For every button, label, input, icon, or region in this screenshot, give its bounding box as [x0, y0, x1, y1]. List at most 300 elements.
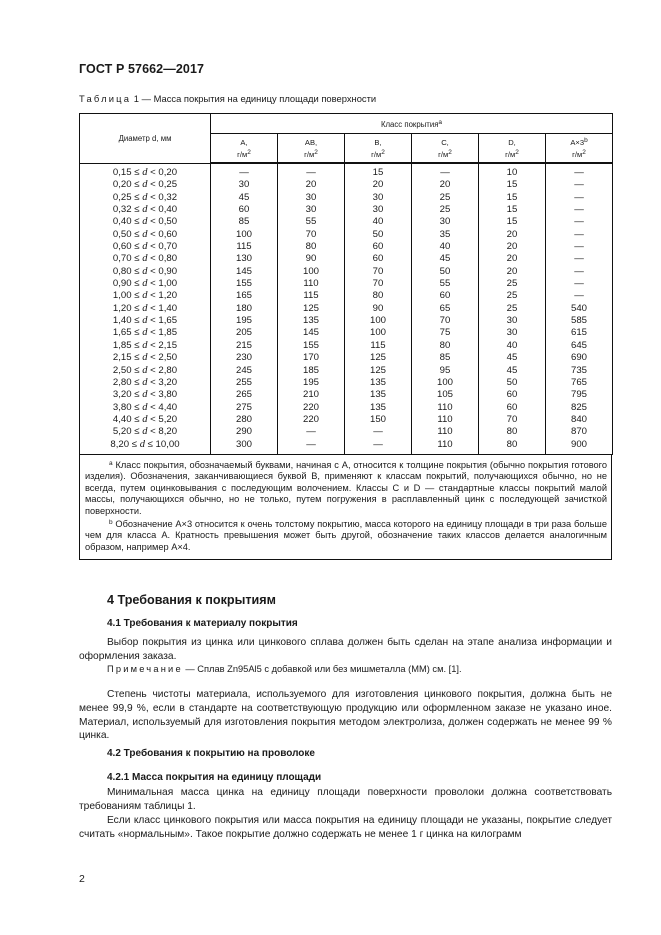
- range-high: < 3,80: [147, 389, 178, 401]
- diameter-variable: d: [142, 166, 148, 178]
- mass-value-cell: 540: [546, 303, 613, 315]
- section-4-2-1-heading: 4.2.1 Масса покрытия на единицу площади: [107, 772, 322, 783]
- diameter-range-cell: [80, 389, 211, 401]
- mass-value-cell: 245: [211, 365, 278, 377]
- mass-value-cell: —: [412, 163, 479, 179]
- footnote-b: [80, 517, 611, 553]
- table-row: [80, 315, 613, 327]
- mass-value-cell: 115: [345, 340, 412, 352]
- mass-value-cell: 45: [479, 352, 546, 364]
- mass-value-cell: 735: [546, 365, 613, 377]
- class-label: AB,: [304, 138, 318, 147]
- mass-value-cell: 90: [345, 303, 412, 315]
- diameter-variable: d: [142, 401, 148, 413]
- range-low: 1,40 ≤: [112, 315, 143, 327]
- range-high: < 0,90: [147, 265, 178, 277]
- section-4-1-paragraph-1: Выбор покрытия из цинка или цинкового сплава должен быть сделан на этапе анализа информации и оформления заказа.: [79, 637, 612, 662]
- diameter-column-header: [80, 114, 211, 164]
- coating-class-header: [211, 114, 613, 134]
- mass-value-cell: 135: [345, 389, 412, 401]
- mass-value-cell: 30: [479, 315, 546, 327]
- mass-value-cell: 30: [345, 192, 412, 204]
- range-high: < 0,40: [147, 204, 178, 216]
- footnote-mark-a: a: [438, 118, 443, 126]
- mass-value-cell: 100: [412, 377, 479, 389]
- diameter-range-cell: [80, 163, 211, 179]
- note-text: — Сплав Zn95Al5 с добавкой или без мишметалла (ММ) см. [1].: [182, 664, 462, 674]
- diameter-range-cell: [80, 290, 211, 302]
- diameter-variable: d: [142, 228, 148, 240]
- mass-value-cell: 70: [345, 278, 412, 290]
- mass-value-cell: 615: [546, 327, 613, 339]
- section-4-2-1-paragraph-2: Если класс цинкового покрытия или масса покрытия на единицу площади не указаны, покрытие следует считать «нормальным». Такое покрытие должно содержать не менее 1 г цинка на килограмм: [79, 815, 612, 840]
- mass-value-cell: 110: [278, 278, 345, 290]
- mass-value-cell: —: [546, 163, 613, 179]
- table-row: [80, 241, 613, 253]
- diameter-variable: d: [142, 376, 148, 388]
- mass-value-cell: 65: [412, 303, 479, 315]
- table-row: [80, 303, 613, 315]
- table-row: [80, 266, 613, 278]
- mass-value-cell: 15: [479, 179, 546, 191]
- range-low: 1,00 ≤: [112, 290, 143, 302]
- range-high: < 1,40: [147, 302, 178, 314]
- page-number: 2: [79, 873, 85, 885]
- table-row: [80, 216, 613, 228]
- diameter-range-cell: [80, 229, 211, 241]
- diameter-variable: d: [142, 265, 148, 277]
- range-low: 2,50 ≤: [112, 364, 143, 376]
- mass-value-cell: 50: [412, 266, 479, 278]
- diameter-header-text: Диаметр d, мм: [118, 133, 172, 143]
- class-unit: г/м: [505, 150, 516, 159]
- mass-value-cell: 795: [546, 389, 613, 401]
- mass-value-cell: 185: [278, 365, 345, 377]
- mass-value-cell: 585: [546, 315, 613, 327]
- diameter-variable: d: [142, 389, 148, 401]
- mass-value-cell: 115: [278, 290, 345, 302]
- diameter-variable: d: [142, 327, 148, 339]
- mass-value-cell: 900: [546, 439, 613, 455]
- diameter-variable: d: [142, 413, 148, 425]
- mass-value-cell: 55: [278, 216, 345, 228]
- mass-value-cell: 30: [278, 204, 345, 216]
- diameter-range-cell: [80, 340, 211, 352]
- mass-value-cell: 30: [412, 216, 479, 228]
- footnote-b-text: Обозначение A×3 относится к очень толстому покрытию, масса которого на единицу площади в три раза больше чем для класса A. Кратность превышения может быть другой, обозначение таких классов делается аналогичным образом, например A×4.: [85, 518, 607, 552]
- table-caption-label: Таблица: [79, 93, 132, 104]
- class-unit: г/м: [438, 150, 449, 159]
- table-row: [80, 290, 613, 302]
- diameter-range-cell: [80, 303, 211, 315]
- diameter-variable: d: [142, 253, 148, 265]
- range-low: 1,85 ≤: [112, 339, 143, 351]
- footnote-b-mark: b: [109, 518, 113, 526]
- mass-value-cell: 645: [546, 340, 613, 352]
- diameter-variable: d: [142, 364, 148, 376]
- class-unit: г/м: [572, 150, 583, 159]
- mass-value-cell: 115: [211, 241, 278, 253]
- mass-value-cell: 130: [211, 253, 278, 265]
- mass-value-cell: 70: [278, 229, 345, 241]
- diameter-range-cell: [80, 266, 211, 278]
- mass-value-cell: 100: [278, 266, 345, 278]
- mass-value-cell: 230: [211, 352, 278, 364]
- mass-value-cell: 10: [479, 163, 546, 179]
- table-row: [80, 163, 613, 179]
- mass-value-cell: 90: [278, 253, 345, 265]
- class-column-header: [546, 134, 613, 164]
- range-low: 0,20 ≤: [112, 179, 143, 191]
- diameter-variable: d: [142, 315, 148, 327]
- table-row: [80, 229, 613, 241]
- mass-value-cell: 35: [412, 229, 479, 241]
- mass-value-cell: —: [345, 439, 412, 455]
- mass-value-cell: 110: [412, 414, 479, 426]
- table-row: [80, 192, 613, 204]
- mass-value-cell: 165: [211, 290, 278, 302]
- mass-value-cell: 125: [278, 303, 345, 315]
- mass-value-cell: —: [546, 192, 613, 204]
- diameter-range-cell: [80, 426, 211, 438]
- mass-value-cell: 15: [479, 216, 546, 228]
- section-4-1-heading: 4.1 Требования к материалу покрытия: [107, 618, 298, 629]
- mass-value-cell: 215: [211, 340, 278, 352]
- coating-mass-table: [79, 113, 613, 455]
- range-low: 8,20 ≤: [110, 438, 140, 450]
- mass-value-cell: 135: [278, 315, 345, 327]
- table-row: [80, 327, 613, 339]
- mass-value-cell: 30: [479, 327, 546, 339]
- diameter-range-cell: [80, 402, 211, 414]
- unit-exponent: 2: [448, 149, 452, 156]
- class-label: A,: [240, 138, 248, 147]
- table-row: [80, 426, 613, 438]
- mass-value-cell: 150: [345, 414, 412, 426]
- unit-exponent: 2: [247, 149, 251, 156]
- mass-value-cell: 100: [345, 315, 412, 327]
- mass-value-cell: —: [546, 229, 613, 241]
- mass-value-cell: 60: [479, 402, 546, 414]
- mass-value-cell: 280: [211, 414, 278, 426]
- mass-value-cell: 80: [479, 426, 546, 438]
- mass-value-cell: 155: [211, 278, 278, 290]
- mass-value-cell: 825: [546, 402, 613, 414]
- mass-value-cell: —: [546, 216, 613, 228]
- mass-value-cell: 60: [345, 253, 412, 265]
- mass-value-cell: 20: [479, 229, 546, 241]
- table-row: [80, 253, 613, 265]
- diameter-variable: d: [142, 339, 148, 351]
- mass-value-cell: 60: [211, 204, 278, 216]
- mass-value-cell: 20: [278, 179, 345, 191]
- coating-class-header-text: Класс покрытия: [380, 119, 439, 129]
- range-high: < 2,80: [147, 364, 178, 376]
- range-low: 0,50 ≤: [112, 228, 143, 240]
- mass-value-cell: 15: [345, 163, 412, 179]
- mass-value-cell: 40: [345, 216, 412, 228]
- range-high: < 0,60: [147, 228, 178, 240]
- range-low: 0,90 ≤: [112, 278, 143, 290]
- footnote-a-text: Класс покрытия, обозначаемый буквами, начиная с A, относится к толщине покрытия (обычно покрытия готового изделия). Обозначения, заканчивающиеся буквой B, применяют к классам покрытий, получающихся обычно, но не всегда, путем оцинковывания с последующим волочением. Классы C и D — стандартные классы покрытий малой массы, получающихся обычно, но не только, путем погружения в расплавленный цинк с последующей зачисткой поверхности.: [85, 459, 607, 516]
- diameter-variable: d: [142, 179, 148, 191]
- mass-value-cell: —: [211, 163, 278, 179]
- range-high: < 1,20: [147, 290, 178, 302]
- mass-value-cell: —: [278, 163, 345, 179]
- diameter-range-cell: [80, 204, 211, 216]
- mass-value-cell: 690: [546, 352, 613, 364]
- mass-value-cell: 290: [211, 426, 278, 438]
- range-high: ≤ 10,00: [144, 438, 180, 450]
- range-low: 1,65 ≤: [112, 327, 143, 339]
- diameter-range-cell: [80, 278, 211, 290]
- unit-exponent: 2: [381, 149, 385, 156]
- unit-exponent: 2: [582, 149, 586, 156]
- range-high: < 2,15: [147, 339, 178, 351]
- mass-value-cell: 220: [278, 402, 345, 414]
- mass-value-cell: 300: [211, 439, 278, 455]
- mass-value-cell: 210: [278, 389, 345, 401]
- diameter-range-cell: [80, 327, 211, 339]
- mass-value-cell: 95: [412, 365, 479, 377]
- class-label: D,: [508, 138, 516, 147]
- mass-value-cell: —: [546, 278, 613, 290]
- diameter-variable: d: [142, 352, 148, 364]
- section-4-2-1-paragraph-1: Минимальная масса цинка на единицу площади поверхности проволоки должна соответствовать требованиям таблицы 1.: [79, 787, 612, 812]
- footnote-a-mark: a: [109, 459, 113, 467]
- class-column-header: [278, 134, 345, 164]
- range-high: < 0,25: [147, 179, 178, 191]
- mass-value-cell: 70: [345, 266, 412, 278]
- mass-value-cell: 30: [211, 179, 278, 191]
- table-row: [80, 340, 613, 352]
- range-high: < 0,50: [147, 216, 178, 228]
- mass-value-cell: 85: [211, 216, 278, 228]
- diameter-variable: d: [142, 290, 148, 302]
- mass-value-cell: 125: [345, 352, 412, 364]
- range-high: < 1,85: [147, 327, 178, 339]
- diameter-variable: d: [142, 204, 148, 216]
- range-low: 0,32 ≤: [112, 204, 143, 216]
- class-label: C,: [441, 138, 449, 147]
- mass-value-cell: 25: [479, 278, 546, 290]
- mass-value-cell: 80: [412, 340, 479, 352]
- mass-value-cell: —: [278, 426, 345, 438]
- diameter-range-cell: [80, 352, 211, 364]
- mass-value-cell: 70: [479, 414, 546, 426]
- range-low: 0,60 ≤: [112, 241, 143, 253]
- unit-exponent: 2: [314, 149, 318, 156]
- mass-value-cell: 155: [278, 340, 345, 352]
- mass-value-cell: —: [278, 439, 345, 455]
- class-column-header: [479, 134, 546, 164]
- range-low: 5,20 ≤: [112, 426, 143, 438]
- range-low: 2,80 ≤: [112, 376, 143, 388]
- range-high: < 0,20: [147, 166, 178, 178]
- range-high: < 1,65: [147, 315, 178, 327]
- range-low: 3,80 ≤: [112, 401, 143, 413]
- diameter-range-cell: [80, 216, 211, 228]
- mass-value-cell: 100: [211, 229, 278, 241]
- range-low: 0,15 ≤: [112, 166, 143, 178]
- class-label: A×3: [570, 138, 585, 147]
- mass-value-cell: 265: [211, 389, 278, 401]
- diameter-variable: d: [142, 302, 148, 314]
- table-row: [80, 439, 613, 455]
- mass-value-cell: 275: [211, 402, 278, 414]
- mass-value-cell: 20: [479, 253, 546, 265]
- class-column-header: [412, 134, 479, 164]
- table-row: [80, 414, 613, 426]
- mass-value-cell: 80: [278, 241, 345, 253]
- mass-value-cell: 30: [345, 204, 412, 216]
- diameter-variable: d: [139, 438, 145, 450]
- section-4-heading: 4 Требования к покрытиям: [107, 593, 276, 607]
- mass-value-cell: 45: [211, 192, 278, 204]
- mass-value-cell: 255: [211, 377, 278, 389]
- range-low: 2,15 ≤: [112, 352, 143, 364]
- mass-value-cell: 25: [479, 290, 546, 302]
- table-row: [80, 377, 613, 389]
- mass-value-cell: 205: [211, 327, 278, 339]
- mass-value-cell: 60: [345, 241, 412, 253]
- mass-value-cell: 40: [479, 340, 546, 352]
- mass-value-cell: —: [546, 179, 613, 191]
- mass-value-cell: 60: [479, 389, 546, 401]
- range-high: < 3,20: [147, 376, 178, 388]
- section-4-1-paragraph-2: Степень чистоты материала, используемого для изготовления цинкового покрытия, должна быть не менее 99,9 %, если в стандарте на соответствующую продукцию или оформленном заказе не указано иное. Материал, используемый для изготовления покрытия методом электролиза, должен содержать не менее 99 % цинка.: [79, 689, 612, 742]
- mass-value-cell: 30: [278, 192, 345, 204]
- diameter-range-cell: [80, 179, 211, 191]
- mass-value-cell: 135: [345, 402, 412, 414]
- mass-value-cell: 20: [479, 266, 546, 278]
- coating-mass-table-wrapper: [79, 113, 612, 560]
- mass-value-cell: 125: [345, 365, 412, 377]
- diameter-range-cell: [80, 365, 211, 377]
- section-4-2-heading: 4.2 Требования к покрытию на проволоке: [107, 748, 315, 759]
- mass-value-cell: 20: [479, 241, 546, 253]
- mass-value-cell: —: [546, 290, 613, 302]
- range-low: 0,70 ≤: [112, 253, 143, 265]
- range-high: < 5,20: [147, 413, 178, 425]
- mass-value-cell: —: [546, 204, 613, 216]
- table-row: [80, 204, 613, 216]
- range-low: 1,20 ≤: [112, 302, 143, 314]
- range-high: < 2,50: [147, 352, 178, 364]
- mass-value-cell: 220: [278, 414, 345, 426]
- footnote-a: [80, 458, 611, 517]
- table-row: [80, 402, 613, 414]
- mass-value-cell: 195: [211, 315, 278, 327]
- diameter-variable: d: [142, 278, 148, 290]
- diameter-range-cell: [80, 377, 211, 389]
- mass-value-cell: 20: [345, 179, 412, 191]
- diameter-range-cell: [80, 439, 211, 455]
- table-footnotes: [79, 455, 612, 560]
- mass-value-cell: 60: [412, 290, 479, 302]
- diameter-range-cell: [80, 241, 211, 253]
- mass-value-cell: 765: [546, 377, 613, 389]
- mass-value-cell: 110: [412, 402, 479, 414]
- mass-value-cell: 55: [412, 278, 479, 290]
- mass-value-cell: 80: [479, 439, 546, 455]
- mass-value-cell: 105: [412, 389, 479, 401]
- range-high: < 1,00: [147, 278, 178, 290]
- mass-value-cell: 70: [412, 315, 479, 327]
- mass-value-cell: 145: [211, 266, 278, 278]
- table-row: [80, 352, 613, 364]
- range-high: < 8,20: [147, 426, 178, 438]
- mass-value-cell: 45: [412, 253, 479, 265]
- mass-value-cell: 25: [412, 192, 479, 204]
- mass-value-cell: —: [546, 266, 613, 278]
- mass-value-cell: 195: [278, 377, 345, 389]
- range-low: 0,25 ≤: [112, 191, 143, 203]
- note-label: Примечание: [107, 664, 183, 674]
- mass-value-cell: —: [345, 426, 412, 438]
- mass-value-cell: 50: [345, 229, 412, 241]
- mass-value-cell: 80: [345, 290, 412, 302]
- class-column-header: [345, 134, 412, 164]
- class-column-header: [211, 134, 278, 164]
- mass-value-cell: 75: [412, 327, 479, 339]
- table-caption: [79, 93, 376, 104]
- table-row: [80, 179, 613, 191]
- diameter-variable: d: [142, 191, 148, 203]
- mass-value-cell: —: [546, 241, 613, 253]
- class-unit: г/м: [371, 150, 382, 159]
- mass-value-cell: 85: [412, 352, 479, 364]
- diameter-range-cell: [80, 315, 211, 327]
- diameter-variable: d: [142, 426, 148, 438]
- table-row: [80, 365, 613, 377]
- diameter-variable: d: [142, 216, 148, 228]
- range-low: 3,20 ≤: [112, 389, 143, 401]
- mass-value-cell: 45: [479, 365, 546, 377]
- unit-exponent: 2: [515, 149, 519, 156]
- section-4-1-note: [107, 664, 462, 674]
- mass-value-cell: 110: [412, 439, 479, 455]
- table-caption-text: 1 — Масса покрытия на единицу площади поверхности: [131, 93, 377, 104]
- diameter-range-cell: [80, 253, 211, 265]
- table-row: [80, 278, 613, 290]
- mass-value-cell: 100: [345, 327, 412, 339]
- mass-value-cell: —: [546, 253, 613, 265]
- class-note-mark: b: [584, 137, 588, 144]
- class-unit: г/м: [237, 150, 248, 159]
- mass-value-cell: 110: [412, 426, 479, 438]
- diameter-variable: d: [142, 241, 148, 253]
- mass-value-cell: 135: [345, 377, 412, 389]
- mass-value-cell: 145: [278, 327, 345, 339]
- range-high: < 4,40: [147, 401, 178, 413]
- mass-value-cell: 15: [479, 204, 546, 216]
- class-unit: г/м: [304, 150, 315, 159]
- mass-value-cell: 20: [412, 179, 479, 191]
- diameter-range-cell: [80, 192, 211, 204]
- class-label: B,: [374, 138, 382, 147]
- range-high: < 0,70: [147, 241, 178, 253]
- mass-value-cell: 170: [278, 352, 345, 364]
- mass-value-cell: 15: [479, 192, 546, 204]
- range-low: 4,40 ≤: [112, 413, 143, 425]
- mass-value-cell: 180: [211, 303, 278, 315]
- document-id: ГОСТ Р 57662—2017: [79, 62, 205, 76]
- mass-value-cell: 25: [479, 303, 546, 315]
- mass-value-cell: 40: [412, 241, 479, 253]
- diameter-range-cell: [80, 414, 211, 426]
- range-high: < 0,32: [147, 191, 178, 203]
